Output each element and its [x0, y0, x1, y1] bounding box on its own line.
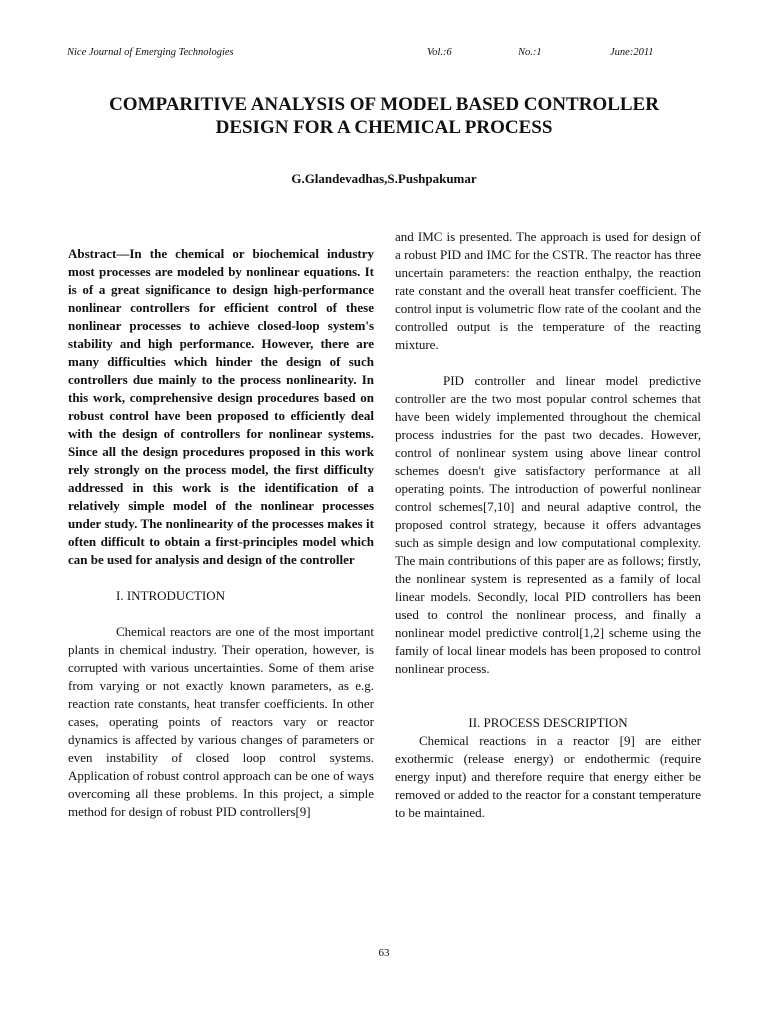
issue-number: No.:1	[518, 47, 542, 58]
introduction-paragraph: Chemical reactors are one of the most important plants in chemical industry. Their operation, however, is corrupted with various uncertainties. Some of them arise from varying or not exactly known parameters, as e.g. reaction rate constants, heat transfer coefficients. In other cases, operating points of reactors vary or reactor dynamics is affected by various changes of parameters or even instability of closed loop control systems. Application of robust control approach can be one of ways overcoming all these problems. In this project, a simple method for design of robust PID controllers[9]	[68, 624, 374, 819]
title-line-2: DESIGN FOR A CHEMICAL PROCESS	[215, 117, 553, 138]
page-number: 63	[378, 947, 390, 959]
author-list: G.Glandevadhas,S.Pushpakumar	[291, 171, 477, 186]
section-heading-process-description: II. PROCESS DESCRIPTION	[468, 715, 628, 730]
journal-name: Nice Journal of Emerging Technologies	[67, 47, 234, 58]
process-description-paragraph: Chemical reactions in a reactor [9] are either exothermic (release energy) or endothermic (require energy input) and therefore require that energy either be removed or added to the reactor for a constant temperature to be maintained.	[395, 733, 701, 820]
section-heading-introduction: I. INTRODUCTION	[116, 588, 226, 603]
paper-title	[40, 93, 728, 139]
running-header	[67, 47, 667, 63]
imc-paragraph: and IMC is presented. The approach is used for design of a robust PID and IMC for the CSTR. The reactor has three uncertain parameters: the reaction enthalpy, the reaction rate constant and the overall heat transfer coefficient. The control input is volumetric flow rate of the coolant and the controlled output is the temperature of the reacting mixture.	[395, 229, 701, 352]
title-line-1: COMPARITIVE ANALYSIS OF MODEL BASED CONTROLLER	[109, 94, 659, 115]
pid-paragraph: PID controller and linear model predictive controller are the two most popular control schemes that have been widely implemented throughout the chemical process industries for the past two decades. However, control of nonlinear system using above linear control schemes doesn't give satisfactory performance at all operating points. The introduction of powerful nonlinear control schemes[7,10] and neural adaptive control, the proposed control strategy, because it offers advantages such as simple design and low computational complexity. The main contributions of this paper are as follows; firstly, the nonlinear system is represented as a family of local linear models. Secondly, local PID controllers has been used to control the nonlinear process, and finally a nonlinear model predictive control[1,2] scheme using the family of local linear models has been proposed to control nonlinear process.	[395, 373, 701, 676]
left-column	[68, 245, 374, 821]
issue-date: June:2011	[610, 47, 654, 58]
right-column	[395, 228, 701, 822]
abstract-paragraph: Abstract—In the chemical or biochemical industry most processes are modeled by nonlinear equations. It is of a great significance to design high-performance nonlinear controllers for efficient control of these nonlinear processes to achieve closed-loop system's stability and high performance. However, there are many difficulties which hinder the design of such controllers due mainly to the process nonlinearity. In this work, comprehensive design procedures based on robust control have been proposed to efficiently deal with the design of controllers for nonlinear systems. Since all the design procedures proposed in this work rely strongly on the process model, the first difficulty addressed in this work is the identification of a relatively simple model of the nonlinear processes under study. The nonlinearity of the processes makes it often difficult to obtain a first-principles model which can be used for analysis and design of the controller	[68, 246, 374, 567]
volume-label: Vol.:6	[427, 47, 452, 58]
